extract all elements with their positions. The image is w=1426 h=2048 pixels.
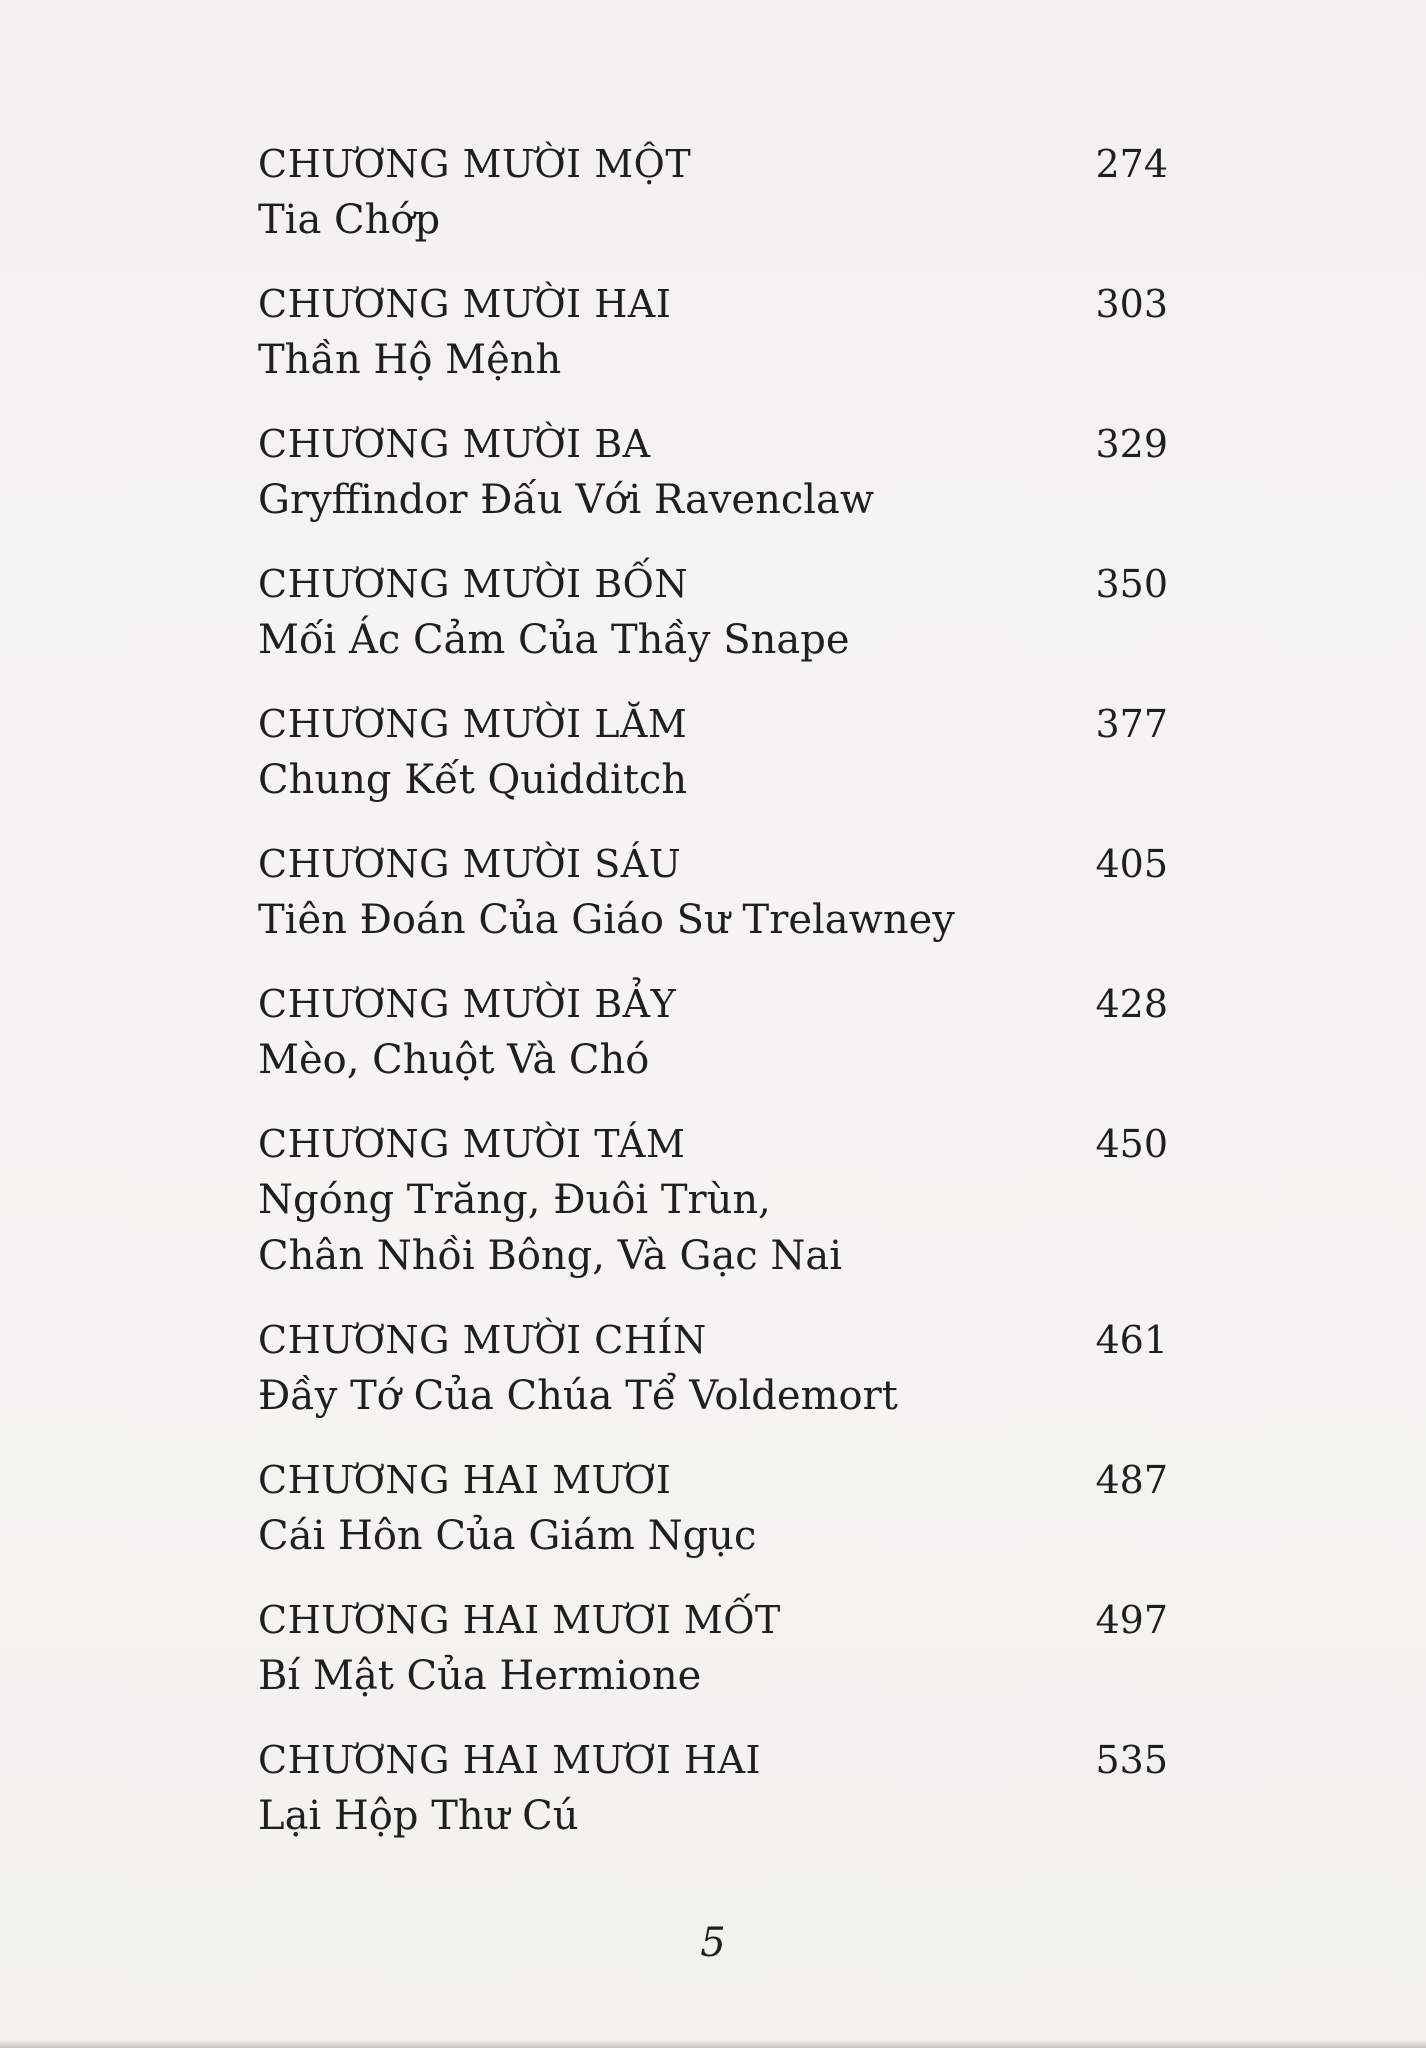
page-reference: 428	[1095, 982, 1168, 1026]
page-reference: 497	[1095, 1598, 1168, 1642]
page-reference: 535	[1095, 1738, 1168, 1782]
toc-entry-head	[258, 1452, 1168, 1508]
toc-entry	[258, 1312, 1168, 1424]
chapter-title: Thần Hộ Mệnh	[258, 337, 562, 383]
chapter-label: CHƯƠNG MƯỜI LĂM	[258, 702, 688, 746]
chapter-label: CHƯƠNG HAI MƯƠI HAI	[258, 1738, 762, 1782]
toc-entry	[258, 1452, 1168, 1564]
page-reference: 377	[1095, 702, 1168, 746]
toc-entry	[258, 556, 1168, 668]
chapter-label: CHƯƠNG MƯỜI CHÍN	[258, 1318, 707, 1362]
page-reference: 350	[1095, 562, 1168, 606]
page-edge-shadow	[0, 2040, 1426, 2048]
toc-entry-head	[258, 1312, 1168, 1368]
toc-entry-head	[258, 1592, 1168, 1648]
chapter-title: Mối Ác Cảm Của Thầy Snape	[258, 617, 850, 663]
chapter-title: Tia Chớp	[258, 197, 441, 243]
chapter-title: Cái Hôn Của Giám Ngục	[258, 1513, 757, 1559]
toc-entry-head	[258, 1116, 1168, 1172]
page-number: 5	[700, 1920, 726, 1966]
toc-entry	[258, 1116, 1168, 1284]
toc-entry-head	[258, 836, 1168, 892]
chapter-title: Tiên Đoán Của Giáo Sư Trelawney	[258, 897, 955, 943]
toc-entry-head	[258, 696, 1168, 752]
chapter-label: CHƯƠNG HAI MƯƠI MỐT	[258, 1598, 781, 1642]
page-reference: 405	[1095, 842, 1168, 886]
toc-entry-head	[258, 276, 1168, 332]
page-reference: 461	[1095, 1318, 1168, 1362]
toc-entry	[258, 416, 1168, 528]
page-reference: 329	[1095, 422, 1168, 466]
chapter-label: CHƯƠNG MƯỜI BỐN	[258, 562, 689, 606]
page-reference: 274	[1095, 142, 1168, 186]
toc-entry-head	[258, 136, 1168, 192]
page-reference: 487	[1095, 1458, 1168, 1502]
chapter-title: Bí Mật Của Hermione	[258, 1653, 702, 1699]
toc-entry	[258, 696, 1168, 808]
chapter-title: Chung Kết Quidditch	[258, 757, 688, 803]
page-reference: 303	[1095, 282, 1168, 326]
toc-entry-head	[258, 416, 1168, 472]
toc-entry	[258, 1732, 1168, 1844]
chapter-title-continued: Chân Nhồi Bông, Và Gạc Nai	[258, 1233, 843, 1279]
chapter-title: Gryffindor Đấu Với Ravenclaw	[258, 477, 875, 523]
chapter-label: CHƯƠNG MƯỜI MỘT	[258, 142, 692, 186]
toc-entry	[258, 136, 1168, 248]
chapter-label: CHƯƠNG MƯỜI HAI	[258, 282, 672, 326]
toc-entry-head	[258, 556, 1168, 612]
chapter-label: CHƯƠNG MƯỜI BA	[258, 422, 651, 466]
chapter-label: CHƯƠNG HAI MƯƠI	[258, 1458, 672, 1502]
chapter-title: Đầy Tớ Của Chúa Tể Voldemort	[258, 1373, 898, 1419]
chapter-label: CHƯƠNG MƯỜI TÁM	[258, 1122, 686, 1166]
chapter-title: Ngóng Trăng, Đuôi Trùn,	[258, 1177, 771, 1223]
toc-entry	[258, 1592, 1168, 1704]
chapter-title: Mèo, Chuột Và Chó	[258, 1037, 650, 1083]
toc-entry	[258, 276, 1168, 388]
toc-entry	[258, 836, 1168, 948]
toc-entry-head	[258, 1732, 1168, 1788]
page-reference: 450	[1095, 1122, 1168, 1166]
toc-entry-head	[258, 976, 1168, 1032]
chapter-label: CHƯƠNG MƯỜI BẢY	[258, 982, 677, 1026]
chapter-title: Lại Hộp Thư Cú	[258, 1793, 579, 1839]
toc-entry	[258, 976, 1168, 1088]
chapter-label: CHƯƠNG MƯỜI SÁU	[258, 842, 682, 886]
